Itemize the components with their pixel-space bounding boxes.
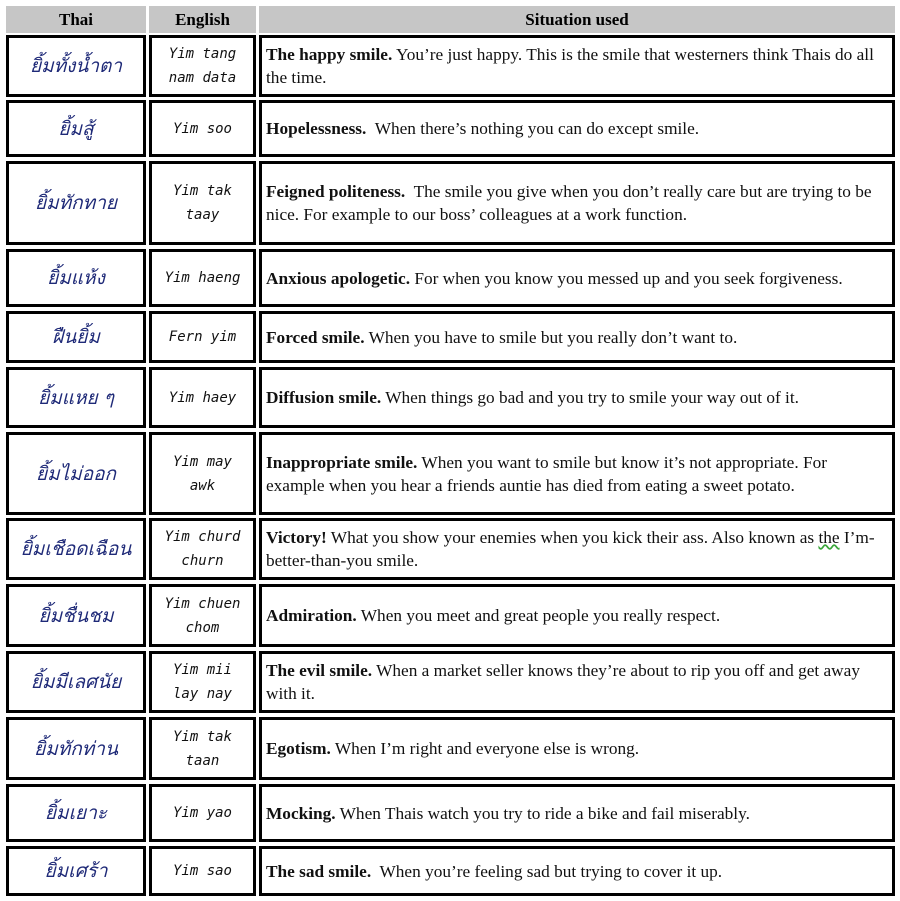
thai-cell: ยิ้มชื่นชม <box>6 584 146 647</box>
situation-desc: When you want to smile but know it’s not appropriate. For example when you hear a friends auntie has died from eating a sweet potato. <box>266 452 827 495</box>
situation-cell <box>259 249 895 307</box>
english-line: Yim mii <box>172 662 232 678</box>
thai-cell: ยิ้มแหย ๆ <box>6 367 146 428</box>
english-line: Yim churd <box>164 529 241 545</box>
english-line: Fern yim <box>168 329 237 345</box>
situation-desc: When you have to smile but you really don’t want to. <box>368 327 738 347</box>
english-cell <box>149 311 256 363</box>
english-cell <box>149 784 256 842</box>
english-cell <box>149 249 256 307</box>
situation-cell <box>259 100 895 157</box>
situation-title: Feigned politeness. <box>266 182 406 201</box>
english-cell <box>149 35 256 97</box>
situation-desc: When Thais watch you try to ride a bike and fail miserably. <box>339 803 750 823</box>
situation-desc: When you meet and great people you really respect. <box>360 606 721 625</box>
english-line: Yim haey <box>168 389 237 406</box>
english-cell <box>149 161 256 245</box>
english-line: Yim yao <box>172 805 232 821</box>
situation-cell <box>259 584 895 647</box>
english-line: Yim chuen <box>164 595 241 612</box>
situation-cell <box>259 161 895 245</box>
situation-title: Diffusion smile. <box>266 388 382 407</box>
situation-cell <box>259 651 895 713</box>
english-line: Yim tak <box>172 728 232 745</box>
english-cell <box>149 717 256 780</box>
situation-desc: What you show your enemies when you kick their ass. Also known as <box>330 528 819 547</box>
english-cell <box>149 846 256 896</box>
english-line: Yim sao <box>172 863 232 879</box>
situation-desc: When there’s nothing you can do except smile. <box>374 119 700 138</box>
english-cell <box>149 432 256 515</box>
situation-title: The happy smile. <box>266 45 393 64</box>
situation-desc: For when you know you messed up and you seek forgiveness. <box>414 268 843 288</box>
situation-cell <box>259 518 895 580</box>
situation-desc-underlined: the <box>818 528 840 547</box>
thai-cell: ยิ้มไม่ออก <box>6 432 146 515</box>
situation-title: Mocking. <box>266 803 336 823</box>
situation-title: Forced smile. <box>266 327 365 347</box>
situation-title: Admiration. <box>266 606 357 625</box>
english-line: churn <box>181 553 224 569</box>
english-line: taan <box>185 752 220 769</box>
situation-cell <box>259 784 895 842</box>
english-line: Yim soo <box>172 120 232 137</box>
situation-title: The evil smile. <box>266 661 373 680</box>
english-line: Yim tang <box>168 46 237 62</box>
situation-desc: When you’re feeling sad but trying to cover it up. <box>379 861 723 881</box>
english-line: Yim may <box>172 453 232 470</box>
thai-cell: ยิ้มทักท่าน <box>6 717 146 780</box>
situation-title: Victory! <box>266 528 327 547</box>
english-cell <box>149 100 256 157</box>
situation-desc: When I’m right and everyone else is wrong. <box>334 739 640 758</box>
english-line: awk <box>189 477 216 494</box>
english-line: chom <box>185 619 220 636</box>
situation-title: Anxious apologetic. <box>266 268 411 288</box>
situation-cell <box>259 311 895 363</box>
situation-cell <box>259 367 895 428</box>
thai-cell: ยิ้มสู้ <box>6 100 146 157</box>
thai-cell: ยิ้มทักทาย <box>6 161 146 245</box>
thai-cell: ยิ้มเศร้า <box>6 846 146 896</box>
thai-cell: ฝืนยิ้ม <box>6 311 146 363</box>
thai-cell: ยิ้มเชือดเฉือน <box>6 518 146 580</box>
english-line: nam data <box>168 70 237 86</box>
situation-title: Hopelessness. <box>266 119 367 138</box>
situation-desc: When things go bad and you try to smile your way out of it. <box>385 388 799 407</box>
english-line: lay nay <box>172 686 232 702</box>
situation-title: The sad smile. <box>266 861 372 881</box>
english-cell <box>149 651 256 713</box>
header-situation: Situation used <box>259 6 895 33</box>
situation-cell <box>259 432 895 515</box>
situation-desc: I’m-better-than-you smile. <box>266 528 875 570</box>
english-cell <box>149 367 256 428</box>
situation-title: Egotism. <box>266 739 331 758</box>
thai-cell: ยิ้มมีเลศนัย <box>6 651 146 713</box>
situation-desc: The smile you give when you don’t really care but are trying to be nice. For example to our boss’ colleagues at a work function. <box>266 182 872 224</box>
situation-title: Inappropriate smile. <box>266 452 418 472</box>
english-line: taay <box>185 207 220 223</box>
header-thai: Thai <box>6 6 146 33</box>
english-cell <box>149 518 256 580</box>
situation-cell <box>259 846 895 896</box>
thai-cell: ยิ้มเยาะ <box>6 784 146 842</box>
situation-cell <box>259 35 895 97</box>
header-english: English <box>149 6 256 33</box>
english-line: Yim haeng <box>164 270 241 286</box>
situation-desc: You’re just happy. This is the smile that westerners think Thais do all the time. <box>266 45 874 87</box>
english-line: Yim tak <box>172 183 232 199</box>
situation-cell <box>259 717 895 780</box>
english-cell <box>149 584 256 647</box>
thai-cell: ยิ้มทั้งน้ำตา <box>6 35 146 97</box>
thai-cell: ยิ้มแห้ง <box>6 249 146 307</box>
situation-desc: When a market seller knows they’re about to rip you off and get away with it. <box>266 661 860 703</box>
